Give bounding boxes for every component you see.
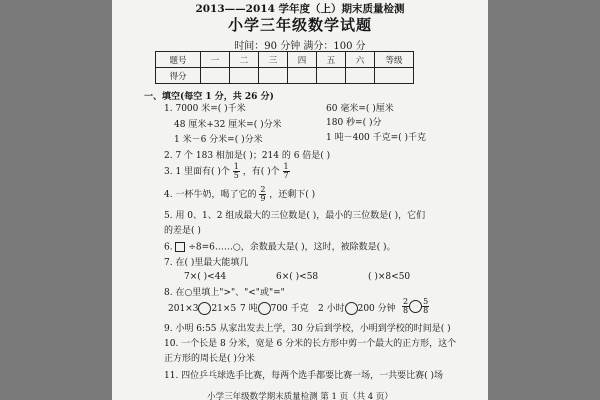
- q1-a: [164, 104, 246, 114]
- q1-e: 1 米－6 分米=( )分米: [174, 135, 263, 145]
- q8-fraction-1-num: 2: [403, 297, 409, 306]
- q1-d: 180 秒=( )分: [326, 118, 382, 128]
- q7-a: 7×( )<44: [184, 272, 227, 282]
- q8-b-right: 700 千克: [270, 304, 309, 314]
- score-cell: 一: [201, 52, 230, 68]
- q8-fraction-2-den: 8: [423, 306, 429, 315]
- q9: 9. 小明 6:55 从家出发去上学，30 分后到学校，小明到学校的时间是( ): [164, 324, 451, 334]
- q1-c: 48 厘米+32 厘米=( )分米: [174, 120, 282, 130]
- q1-a-text: 7000 米=( )千米: [175, 104, 246, 114]
- q8-b: [240, 302, 309, 315]
- page-title: 小学三年级数学试题: [227, 16, 372, 34]
- q8-fraction-1-den: 8: [403, 306, 409, 315]
- score-cell: 得分: [156, 68, 201, 84]
- q4-text-1: 4. 一杯牛奶，喝了它的: [164, 190, 257, 200]
- q8-fraction-2: [422, 298, 429, 315]
- score-cell: 题号: [156, 52, 201, 68]
- q3-fraction-1-num: 1: [233, 162, 239, 171]
- compare-circle-icon: [409, 300, 422, 313]
- q3-fraction-2: [283, 163, 290, 180]
- q6-text: ÷8=6……○，余数最大是( )，这时，被除数是( )。: [188, 242, 396, 253]
- compare-circle-icon: [198, 302, 211, 315]
- score-cell: 二: [230, 52, 259, 68]
- q8: 8. 在○里填上">"、"<"或"=": [164, 288, 285, 298]
- q4: [164, 186, 315, 203]
- q8-c: [318, 302, 396, 315]
- q3-fraction-1: [233, 163, 240, 180]
- q8-fraction-1: [402, 298, 409, 315]
- q8-a-left: 201×3: [168, 304, 199, 314]
- q8-c-left: 2 小时: [318, 304, 345, 314]
- score-cell: 三: [259, 52, 288, 68]
- score-cell: 六: [346, 52, 375, 68]
- blank-box-icon: [175, 242, 185, 252]
- q3-fraction-2-den: 7: [283, 171, 289, 180]
- score-cell: 五: [317, 52, 346, 68]
- q8-d: [402, 298, 429, 315]
- score-cell-empty: [346, 68, 375, 84]
- score-cell-empty: [201, 68, 230, 84]
- q3-fraction-2-num: 1: [283, 162, 289, 171]
- score-cell: 四: [288, 52, 317, 68]
- q8-fraction-2-num: 5: [423, 297, 429, 306]
- q8-a-right: 21×5: [211, 304, 237, 314]
- q3: [164, 163, 290, 180]
- page-footer: 小学三年级数学期末质量检测 第 1 页（共 4 页）: [207, 392, 393, 400]
- score-table-score-row: [156, 68, 414, 84]
- q4-fraction: [259, 186, 266, 203]
- exam-meta: 时间：90 分钟 满分：100 分: [234, 41, 366, 52]
- q8-b-left: 7 吨: [240, 304, 258, 314]
- score-cell-empty: [259, 68, 288, 84]
- q8-a: [168, 302, 236, 315]
- q3-text-2: ，有( )个: [242, 167, 280, 177]
- q2: 2. 7 个 183 相加是( )；214 的 6 倍是( ): [164, 151, 331, 161]
- score-cell-empty: [288, 68, 317, 84]
- q10-line1: 10. 一个长是 8 分米，宽是 6 分米的长方形中剪一个最大的正方形，这个: [164, 339, 457, 349]
- q1-b: 60 毫米=( )厘米: [326, 104, 394, 114]
- q5-line2: 的差是( ): [164, 226, 201, 236]
- compare-circle-icon: [258, 302, 271, 315]
- q4-text-2: ，还剩下( ): [269, 190, 316, 200]
- exam-paper: [112, 0, 488, 400]
- q11: 11. 四位乒乓球选手比赛，每两个选手都要比赛一场，一共要比赛( )场: [164, 371, 444, 381]
- score-cell-empty: [375, 68, 414, 84]
- score-cell: 等级: [375, 52, 414, 68]
- q5-line1: 5. 用 0、1、2 组成最大的三位数是( )，最小的三位数是( )，它们: [164, 211, 426, 221]
- score-table: [155, 51, 414, 84]
- q10-line2: 正方形的周长是( )分米: [164, 354, 255, 364]
- q3-text-1: 3. 1 里面有( )个: [164, 167, 230, 177]
- q4-fraction-den: 9: [260, 194, 266, 203]
- q7: 7. 在( )里最大能填几: [164, 258, 249, 268]
- q7-c: ( )×8<50: [368, 272, 411, 282]
- section-heading: 一、填空(每空 1 分，共 26 分): [144, 92, 274, 102]
- q7-b: 6×( )<58: [276, 272, 319, 282]
- q6: [164, 242, 396, 253]
- score-cell-empty: [317, 68, 346, 84]
- q1-f: 1 吨－400 千克=( )千克: [326, 133, 427, 143]
- q6-label: 6.: [164, 242, 173, 253]
- q4-fraction-num: 2: [260, 185, 266, 194]
- q1-label: 1.: [164, 104, 173, 114]
- compare-circle-icon: [345, 302, 358, 315]
- q8-c-right: 200 分钟: [357, 304, 396, 314]
- score-cell-empty: [230, 68, 259, 84]
- score-table-header-row: [156, 52, 414, 68]
- q3-fraction-1-den: 5: [233, 171, 239, 180]
- school-year-line: 2013——2014 学年度（上）期末质量检测: [195, 3, 405, 15]
